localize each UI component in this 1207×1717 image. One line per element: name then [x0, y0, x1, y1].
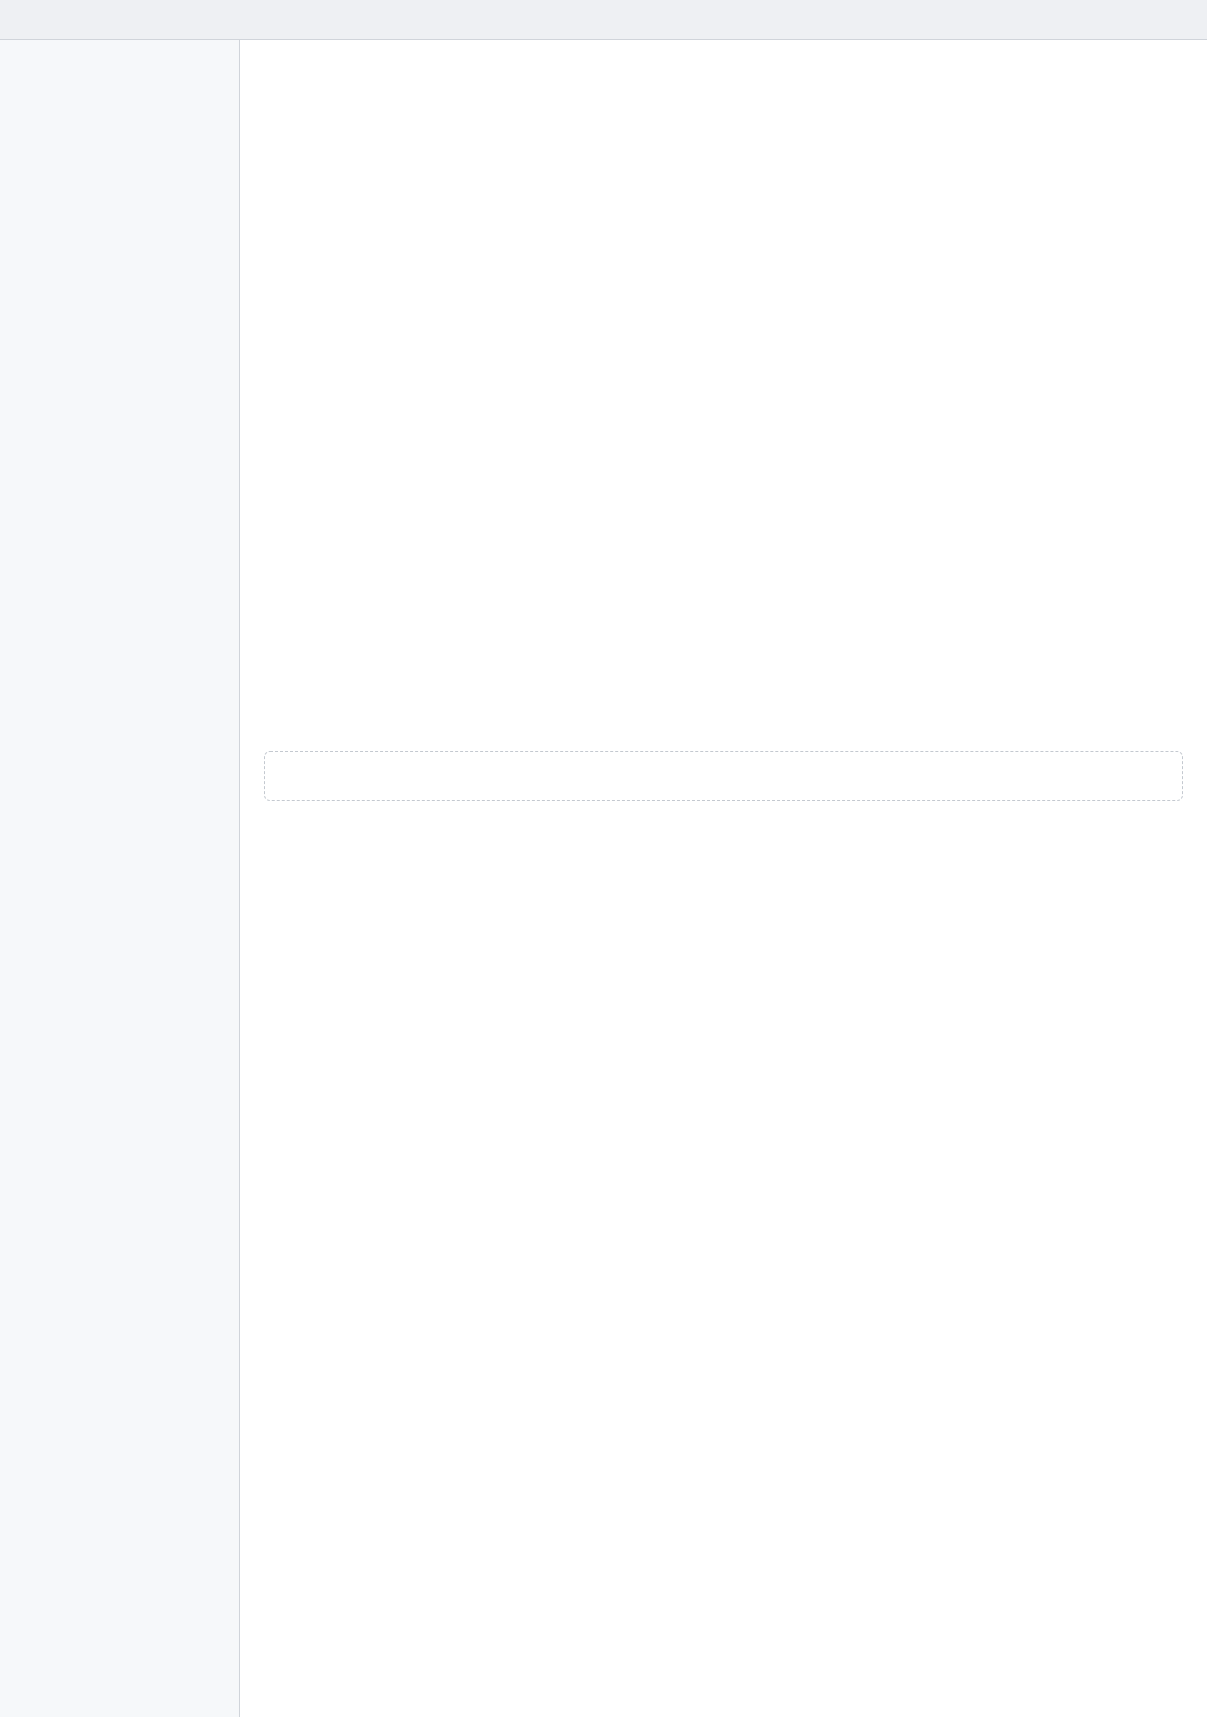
main-content	[240, 40, 1207, 1717]
placeholder-notice	[264, 751, 1183, 801]
window-body	[0, 40, 1207, 1717]
sidebar	[0, 40, 240, 1717]
title-bar	[0, 0, 1207, 40]
